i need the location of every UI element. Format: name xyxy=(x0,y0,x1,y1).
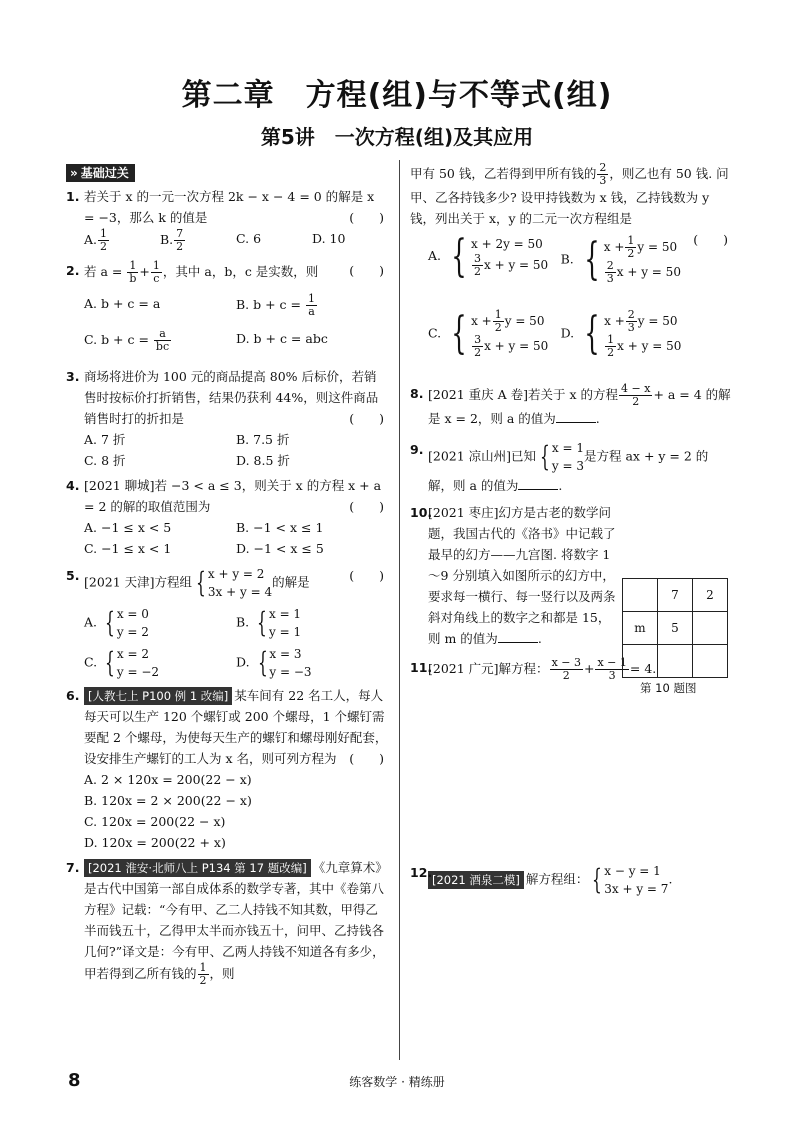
question-12: 12. [2021 酒泉二模] 解方程组： { x − y = 1 3x + y = 7 . xyxy=(410,863,673,896)
grid-cell: 5 xyxy=(658,612,693,645)
grid-cell: 7 xyxy=(658,579,693,612)
section-badge: » 基础过关 xyxy=(66,164,135,182)
answer-blank xyxy=(498,642,538,643)
question-6: 6. [人教七上 P100 例 1 改编] 某车间有 22 名工人，每人每天可以生产 120 个螺钉或 200 个螺母，1 个螺钉需要配 2 个螺母，为使每天生产的螺钉和螺母刚好配套，设安排生产螺钉的工人为 x 名，则可列方程为 ( ) A. 2 × 120x = 200(22 − x) B. 120x = 2 × 200(22 − x) C. 120x = 200(22 − x) D. 120x = 200(22 + x) xyxy=(66,688,388,850)
double-arrow-icon: » xyxy=(70,166,78,180)
grid-cell xyxy=(623,645,658,678)
answer-blank xyxy=(556,422,596,423)
question-3: 3. 商场将进价为 100 元的商品提高 80% 后标价，若销售时按标价打折销售，结果仍获利 44%，则这件商品销售时打的折扣是 ( ) A. 7 折 B. 7.5 折 C. 8 折 D. 8.5 折 xyxy=(66,369,384,468)
grid-cell xyxy=(623,579,658,612)
grid-cell xyxy=(658,645,693,678)
column-divider xyxy=(399,160,400,1060)
question-11: 11. [2021 广元]解方程： $\frac{x - 3}{2}$ + $\frac{x - 1}{3}$ = 4. xyxy=(410,656,657,682)
question-7-continued: 甲有 50 钱，乙若得到甲所有钱的 $\frac{2}{3}$ ，则乙也有 50 钱. 问甲、乙各持钱多少? 设甲持钱数为 x 钱，乙持钱数为 y 钱，列出关于 x，y 的二元一次方程组是 ( ) A. { x + 2y = 50 $\frac{3}{2}$ x + y = 50 B. { x + $\frac{1}{2}$ y = 50 $\frac{2}{3}$ x + y = 50 C. { x + $\frac{1}{2}$ y = 50 $\frac{3}{2}$ x + y = 50 D. { x + $\frac{2}{3}$ y = 50 $\frac{1}{2}$ x + y = 50 xyxy=(410,161,729,359)
magic-square-grid xyxy=(622,578,728,678)
question-9: 9. [2021 凉山州]已知 { x = 1 y = 3 是方程 ax + y = 2 的解，则 a 的值为 . xyxy=(410,440,709,493)
question-10: 10. [2021 枣庄]幻方是古老的数学问题，我国古代的《洛书》中记载了最早的幻方——九宫图. 将数字 1～9 分别填入如图所示的幻方中，要求每一横行、每一竖行以及两条斜对角线上的数字之和都是 15，则 m 的值为 . xyxy=(410,505,616,646)
question-4: 4. [2021 聊城]若 −3 < a ≤ 3，则关于 x 的方程 x + a = 2 的解的取值范围为 ( ) A. −1 ≤ x < 5 B. −1 < x ≤ 1 C. −1 ≤ x < 1 D. −1 < x ≤ 5 xyxy=(66,478,384,556)
question-2: 2. 若 a = $\frac{1}{b}$ + $\frac{1}{c}$ ，其中 a，b，c 是实数，则 ( ) A. b + c = a B. b + c = $\frac{1}{a}$ C. b + c = $\frac{a}{bc}$ D. b + c = abc xyxy=(66,259,384,353)
grid-cell: 2 xyxy=(693,579,728,612)
left-column xyxy=(66,162,388,991)
question-7: 7. [2021 淮安·北师八上 P134 第 17 题改编] 《九章算术》是古代中国第一部自成体系的数学专著，其中《卷第八方程》记载：“今有甲、乙二人持钱不知其数，甲得乙半而钱五十，乙得甲太半而亦钱五十，问甲、乙持钱各几何?”译文是：今有甲、乙两人持钱不知道各有多少，甲若得到乙所有钱的 $\frac{1}{2}$ ，则 xyxy=(66,860,388,987)
answer-blank xyxy=(518,489,558,490)
lesson-title: 第5讲 一次方程(组)及其应用 xyxy=(260,125,534,149)
question-1: 1. 若关于 x 的一元一次方程 2k − x − 4 = 0 的解是 x = −3，那么 k 的值是 ( ) A. $\frac{1}{2}$ B. $\frac{7}{2}$ C. 6 D. 10 xyxy=(66,189,384,253)
chapter-title: 第二章 方程(组)与不等式(组) xyxy=(181,78,613,113)
book-footer: 练客数学 · 精练册 xyxy=(349,1075,445,1089)
grid-cell xyxy=(693,612,728,645)
question-5: 5. [2021 天津]方程组 { x + y = 2 3x + y = 4 的解是 ( ) A. { x = 0 y = 2 B. { x = 1 y = 1 C. { x = 2 y = −2 D. { x = 3 y = −3 xyxy=(66,566,384,679)
grid-cell: m xyxy=(623,612,658,645)
page-number: 8 xyxy=(68,1070,81,1091)
grid-cell xyxy=(693,645,728,678)
figure-caption: 第 10 题图 xyxy=(640,681,697,695)
question-8: 8. [2021 重庆 A 卷]若关于 x 的方程 $\frac{4 - x}{2}$ + a = 4 的解是 x = 2，则 a 的值为 . xyxy=(410,382,731,426)
